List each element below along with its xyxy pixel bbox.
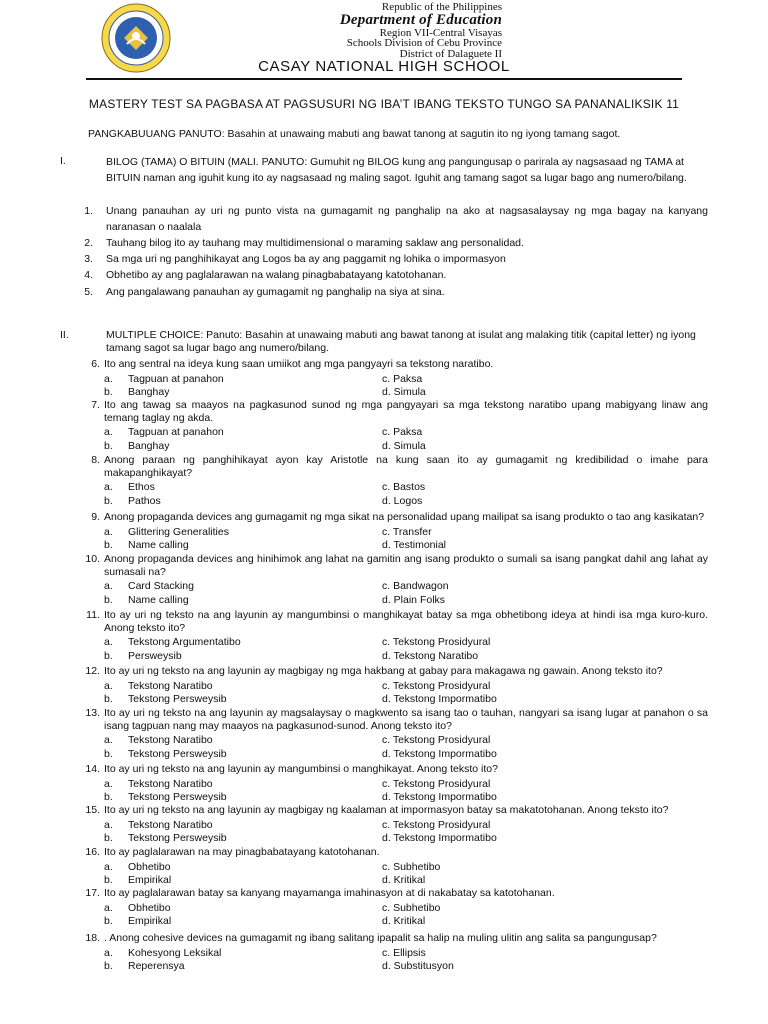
option-text: Tekstong Persweysib bbox=[128, 747, 227, 760]
option-text: d. Simula bbox=[382, 386, 426, 398]
option-c bbox=[382, 778, 490, 790]
option-c bbox=[382, 426, 422, 438]
item-text: Unang panauhan ay uri ng punto vista na gumagamit ng panghalip na ako at nagsasalaysay ng mga bagay na kanyang naranasan o naalala bbox=[106, 205, 708, 233]
option-c bbox=[382, 902, 440, 914]
true-false-item bbox=[78, 268, 708, 284]
option-text: Banghay bbox=[128, 386, 170, 398]
option-letter: b. bbox=[104, 960, 113, 972]
option-letter: a. bbox=[104, 525, 113, 538]
option-d bbox=[382, 539, 446, 551]
question-item bbox=[78, 358, 708, 371]
true-false-item bbox=[78, 204, 708, 235]
option-text: d. Tekstong Impormatibo bbox=[382, 693, 497, 705]
option-d bbox=[382, 594, 445, 606]
true-false-item bbox=[78, 236, 708, 252]
item-text: Sa mga uri ng panghihikayat ang Logos ba ay ang paggamit ng lohika o impormasyon bbox=[106, 253, 506, 265]
item-number: 1. bbox=[84, 205, 93, 217]
general-instruction: PANGKABUUANG PANUTO: Basahin at unawaing mabuti ang bawat tanong at sagutin ito ng iyong tamang sagot. bbox=[88, 128, 621, 140]
option-text: c. Paksa bbox=[382, 372, 423, 385]
option-d bbox=[382, 650, 478, 662]
question-number: 10. bbox=[85, 553, 100, 565]
question-text: Anong paraan ng panghihikayat ayon kay Aristotle na kung saan ito ay gumagamit ng kredibilidad o imahe para makapanghikayat? bbox=[104, 454, 708, 479]
question-item bbox=[78, 932, 708, 945]
question-text: . Anong cohesive devices na gumagamit ng ibang salitang ipapalit sa halip na muling ulitin ang salita sa pangungusap? bbox=[104, 932, 657, 944]
option-c bbox=[382, 734, 490, 746]
option-d bbox=[382, 386, 426, 398]
option-text: c. Paksa bbox=[382, 426, 423, 438]
question-text: Ito ay paglalarawan batay sa kanyang mayamanga imahinasyon at di nakabatay sa katotohanan. bbox=[104, 887, 555, 899]
option-letter: b. bbox=[104, 693, 113, 705]
header-divider bbox=[86, 78, 682, 80]
option-text: c. Tekstong Prosidyural bbox=[382, 734, 491, 746]
option-text: Empirikal bbox=[128, 915, 172, 927]
question-number: 18. bbox=[85, 932, 100, 944]
option-text: Persweysib bbox=[128, 649, 182, 662]
republic-line: Republic of the Philippines bbox=[381, 1, 502, 13]
option-letter: a. bbox=[104, 860, 113, 873]
option-d bbox=[382, 832, 497, 844]
option-letter: b. bbox=[104, 649, 113, 662]
option-text: Tekstong Naratibo bbox=[128, 734, 213, 746]
option-text: Ethos bbox=[128, 481, 155, 493]
section-1-instruction: BILOG (TAMA) O BITUIN (MALI. PANUTO: Gumuhit ng BILOG kung ang pangungusap o parirala ay nagsasaad ng TAMA at BITUIN naman ang iguhit kung ito ay nagsasaad ng maling sagot. Iguhit ang tamang sagot sa lugar bago ang numero/bilang. bbox=[106, 156, 687, 184]
district-line: District of Dalaguete II bbox=[399, 47, 502, 60]
option-letter: b. bbox=[104, 747, 113, 760]
school-name: CASAY NATIONAL HIGH SCHOOL bbox=[258, 58, 510, 75]
option-text: Tekstong Persweysib bbox=[128, 693, 227, 705]
option-c bbox=[382, 819, 490, 831]
option-text: Name calling bbox=[128, 593, 189, 606]
question-number: 13. bbox=[85, 707, 100, 719]
question-number: 9. bbox=[91, 511, 100, 523]
question-text: Anong propaganda devices ang hinihimok ang lahat na gamitin ang isang produkto o sumali sa isang pangkat dahil ang lahat ay sumasali na? bbox=[104, 553, 708, 578]
question-number: 16. bbox=[85, 846, 100, 858]
option-letter: a. bbox=[104, 818, 113, 831]
division-line: Schools Division of Cebu Province bbox=[346, 37, 502, 49]
item-text: Tauhang bilog ito ay tauhang may multidimensional o maraming saklaw ang personalidad. bbox=[106, 237, 524, 249]
option-text: d. Tekstong Impormatibo bbox=[382, 747, 497, 760]
option-text: Card Stacking bbox=[128, 580, 194, 592]
option-letter: a. bbox=[104, 372, 113, 385]
option-text: c. Tekstong Prosidyural bbox=[382, 679, 491, 692]
option-c bbox=[382, 861, 440, 873]
option-letter: b. bbox=[104, 439, 113, 452]
item-number: 3. bbox=[84, 253, 93, 265]
option-text: c. Transfer bbox=[382, 525, 432, 538]
question-item bbox=[78, 804, 708, 817]
true-false-item bbox=[78, 252, 708, 268]
option-d bbox=[382, 960, 454, 972]
option-text: d. Logos bbox=[382, 494, 423, 507]
header-block bbox=[340, 2, 502, 59]
option-text: Tekstong Persweysib bbox=[128, 832, 227, 844]
option-letter: a. bbox=[104, 636, 113, 648]
option-letter: a. bbox=[104, 734, 113, 746]
option-text: d. Tekstong Impormatibo bbox=[382, 832, 497, 844]
question-item bbox=[78, 887, 708, 900]
section-2-instruction: MULTIPLE CHOICE: Panuto: Basahin at unawaing mabuti ang bawat tanong at isulat ang malaking titik (capital letter) ng iyong tamang sagot sa lugar bago ang numero/bilang. bbox=[106, 329, 696, 354]
question-text: Ito ay uri ng teksto na ang layunin ay magsalaysay o magkwento sa isang tao o tauhan, nangyari sa isang lugar at panahon o sa isang tagpuan nang may maayos na pagkasunod-sunod. Anong teksto ito? bbox=[104, 707, 708, 732]
option-c bbox=[382, 580, 449, 592]
true-false-item bbox=[78, 285, 708, 301]
question-item bbox=[78, 707, 708, 732]
option-c bbox=[382, 680, 490, 692]
question-item bbox=[78, 454, 708, 479]
item-number: 5. bbox=[84, 286, 93, 298]
question-number: 17. bbox=[85, 887, 100, 899]
question-number: 15. bbox=[85, 804, 100, 816]
option-text: Name calling bbox=[128, 539, 189, 551]
option-d bbox=[382, 693, 497, 705]
option-text: Tagpuan at panahon bbox=[128, 372, 224, 385]
item-number: 4. bbox=[84, 269, 93, 281]
question-number: 11. bbox=[86, 609, 100, 621]
option-d bbox=[382, 874, 425, 886]
option-text: d. Simula bbox=[382, 439, 426, 452]
option-d bbox=[382, 495, 422, 507]
option-text: Tekstong Naratibo bbox=[128, 679, 213, 692]
option-text: c. Tekstong Prosidyural bbox=[382, 818, 491, 831]
option-d bbox=[382, 791, 497, 803]
option-text: d. Tekstong Impormatibo bbox=[382, 791, 497, 803]
option-text: c. Bastos bbox=[382, 481, 426, 493]
option-text: c. Subhetibo bbox=[382, 860, 441, 873]
option-letter: a. bbox=[104, 946, 113, 959]
question-number: 14. bbox=[85, 763, 100, 775]
question-item bbox=[78, 511, 708, 524]
question-text: Ito ay paglalarawan na may pinagbabatayang katotohanan. bbox=[104, 846, 380, 858]
option-text: Reperensya bbox=[128, 960, 185, 972]
option-letter: b. bbox=[104, 915, 113, 927]
option-text: c. Tekstong Prosidyural bbox=[382, 777, 491, 790]
option-letter: a. bbox=[104, 580, 113, 592]
section-1-numeral: I. bbox=[60, 155, 66, 167]
option-letter: a. bbox=[104, 426, 113, 438]
option-letter: b. bbox=[104, 593, 113, 606]
test-title: MASTERY TEST SA PAGBASA AT PAGSUSURI NG IBA’T IBANG TEKSTO TUNGO SA PANANALIKSIK 11 bbox=[88, 97, 680, 111]
question-item bbox=[78, 399, 708, 424]
option-letter: b. bbox=[104, 832, 113, 844]
option-letter: a. bbox=[104, 901, 113, 914]
option-letter: b. bbox=[104, 874, 113, 886]
option-text: d. Tekstong Naratibo bbox=[382, 649, 479, 662]
option-text: d. Plain Folks bbox=[382, 593, 446, 606]
option-text: Tagpuan at panahon bbox=[128, 426, 224, 438]
question-number: 12. bbox=[85, 665, 100, 677]
question-text: Ito ang sentral na ideya kung saan umiikot ang mga pangyayri sa tekstong naratibo. bbox=[104, 358, 494, 370]
question-text: Ito ang tawag sa maayos na pagkasunod sunod ng mga pangyayari sa mga tekstong naratibo upang mabigyang linaw ang temang taglay ng akda. bbox=[104, 399, 708, 424]
item-number: 2. bbox=[84, 237, 93, 249]
option-text: Obhetibo bbox=[128, 860, 171, 873]
option-text: Banghay bbox=[128, 439, 170, 452]
department-name: Department of Education bbox=[339, 11, 502, 28]
question-text: Ito ay uri ng teksto na ang layunin ay magbigay ng mga hakbang at gabay para makagawa ng gawain. Anong teksto ito? bbox=[104, 665, 663, 677]
option-text: Glittering Generalities bbox=[128, 525, 229, 538]
question-item bbox=[78, 553, 708, 578]
question-text: Ito ay uri ng teksto na ang layunin ay magbigay ng kaalaman at impormasyon batay sa makatotohanan. Anong teksto ito? bbox=[104, 804, 669, 816]
section-2-numeral: II. bbox=[60, 329, 69, 341]
question-text: Ito ay uri ng teksto na ang layunin ay mangumbinsi o manghikayat. Anong teksto ito? bbox=[104, 763, 498, 775]
option-c bbox=[382, 373, 422, 385]
question-number: 6. bbox=[91, 358, 100, 370]
item-text: Obhetibo ay ang paglalarawan na walang pinagbabatayang katotohanan. bbox=[106, 269, 447, 281]
option-c bbox=[382, 947, 426, 959]
option-d bbox=[382, 440, 426, 452]
option-letter: a. bbox=[104, 481, 113, 493]
question-text: Anong propaganda devices ang gumagamit ng mga sikat na personalidad upang mailipat sa isang produkto o tao ang kasikatan? bbox=[104, 511, 705, 523]
item-text: Ang pangalawang panauhan ay gumagamit ng panghalip na siya at sina. bbox=[106, 286, 445, 298]
question-item bbox=[78, 609, 708, 634]
option-text: d. Testimonial bbox=[382, 539, 447, 551]
option-text: Tekstong Persweysib bbox=[128, 791, 227, 803]
option-text: c. Subhetibo bbox=[382, 901, 441, 914]
option-letter: b. bbox=[104, 539, 113, 551]
option-text: c. Tekstong Prosidyural bbox=[382, 636, 491, 648]
option-text: d. Substitusyon bbox=[382, 960, 454, 972]
question-item bbox=[78, 846, 708, 859]
option-text: Pathos bbox=[128, 494, 161, 507]
option-text: d. Kritikal bbox=[382, 915, 426, 927]
option-c bbox=[382, 636, 490, 648]
option-text: d. Kritikal bbox=[382, 874, 426, 886]
option-letter: b. bbox=[104, 386, 113, 398]
option-text: c. Bandwagon bbox=[382, 580, 449, 592]
option-text: Tekstong Argumentatibo bbox=[128, 636, 241, 648]
option-text: c. Ellipsis bbox=[382, 946, 426, 959]
region-line: Region VII-Central Visayas bbox=[379, 26, 502, 39]
option-d bbox=[382, 915, 425, 927]
option-letter: b. bbox=[104, 791, 113, 803]
question-item bbox=[78, 665, 708, 678]
option-letter: b. bbox=[104, 494, 113, 507]
question-number: 8. bbox=[91, 454, 100, 466]
option-c bbox=[382, 526, 432, 538]
option-d bbox=[382, 748, 497, 760]
option-text: Kohesyong Leksikal bbox=[128, 946, 222, 959]
option-text: Obhetibo bbox=[128, 901, 171, 914]
option-c bbox=[382, 481, 425, 493]
option-text: Tekstong Naratibo bbox=[128, 777, 213, 790]
option-text: Empirikal bbox=[128, 874, 172, 886]
option-text: Tekstong Naratibo bbox=[128, 818, 213, 831]
option-letter: a. bbox=[104, 679, 113, 692]
question-text: Ito ay uri ng teksto na ang layunin ay mangumbinsi o manghikayat batay sa mga obhetibong ideya at hindi isa mga kuro-kuro. Anong teksto ito? bbox=[104, 609, 708, 634]
question-item bbox=[78, 763, 708, 776]
option-letter: a. bbox=[104, 777, 113, 790]
question-number: 7. bbox=[91, 399, 100, 411]
